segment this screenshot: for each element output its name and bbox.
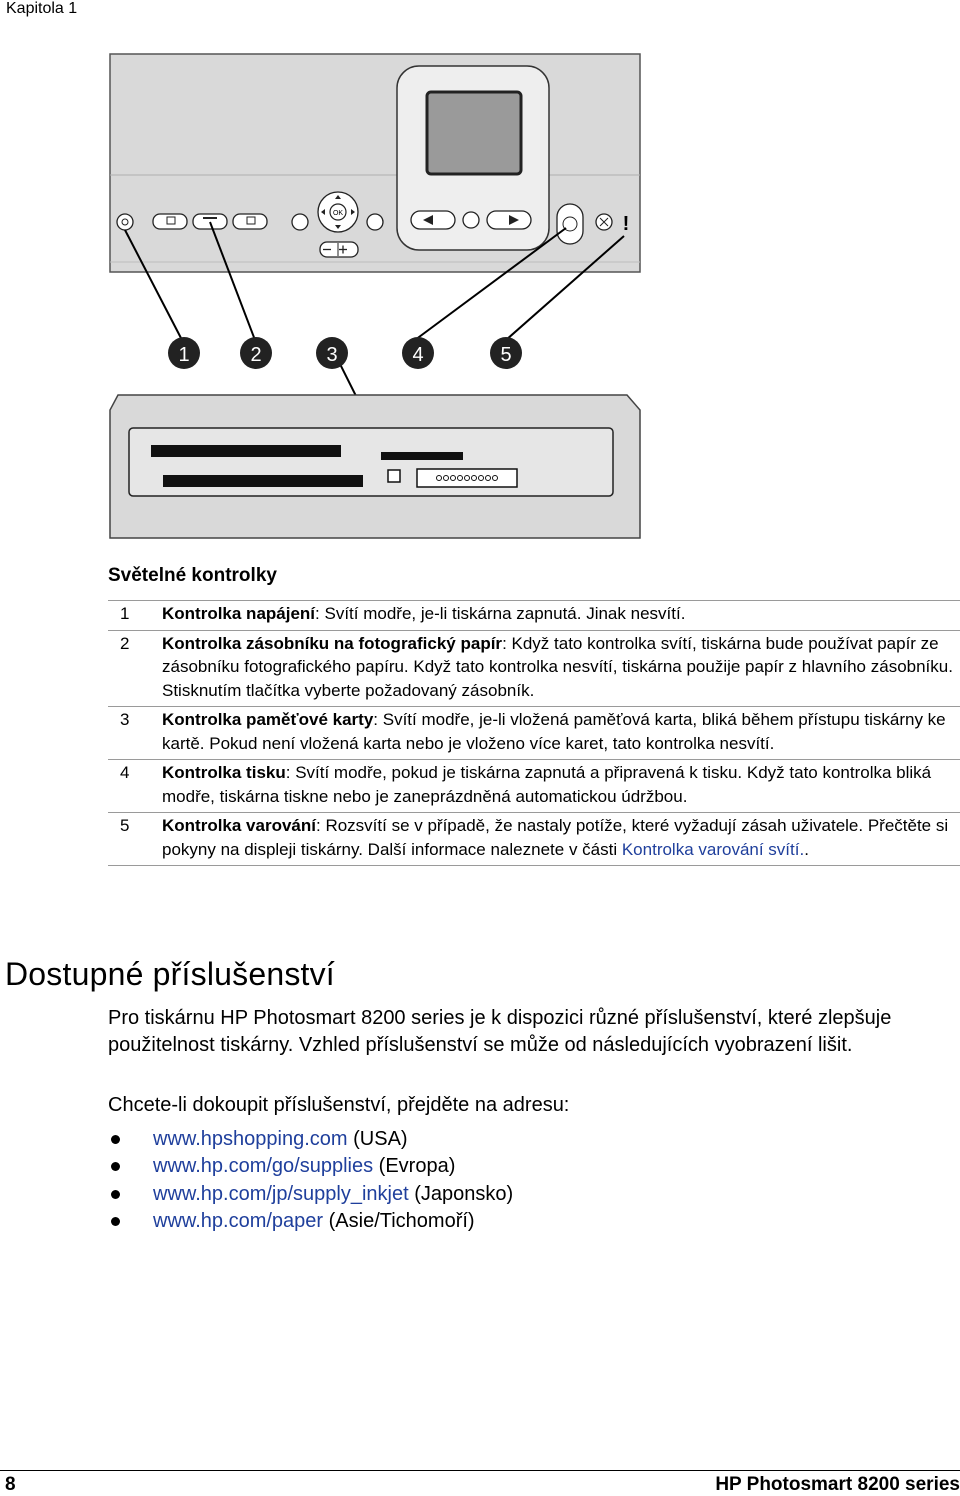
save-button bbox=[557, 204, 583, 244]
list-item bbox=[108, 1208, 513, 1235]
product-name: HP Photosmart 8200 series bbox=[715, 1474, 960, 1495]
table-row bbox=[108, 760, 960, 813]
svg-text:4: 4 bbox=[412, 344, 424, 366]
svg-text:5: 5 bbox=[500, 344, 512, 366]
url-link[interactable]: www.hp.com/go/supplies bbox=[153, 1155, 374, 1178]
svg-text:2: 2 bbox=[250, 344, 262, 366]
table-row bbox=[108, 813, 960, 866]
card-slot-sd bbox=[163, 475, 363, 487]
url-region: (Asie/Tichomoří) bbox=[323, 1209, 475, 1232]
accessories-intro: Pro tiskárnu HP Photosmart 8200 series je k dispozici různé příslušenství, které zlepšuje použitelnost tiskárny. Vzhled příslušenství se může od následujících vyobrazení lišit. bbox=[108, 1007, 892, 1056]
row-number: 1 bbox=[108, 601, 162, 631]
callout-3 bbox=[316, 337, 348, 369]
print-button bbox=[463, 212, 479, 228]
accessories-visit-text: Chcete-li dokoupit příslušenství, přejděte na adresu: bbox=[108, 1094, 570, 1116]
footer-divider bbox=[0, 1470, 960, 1471]
row-text: : Svítí modře, je-li vložená paměťová karta, bliká během přístupu tiskárny ke kartě. Pokud není vložená karta nebo je vloženo více karet, tato kontrolka nesvítí. bbox=[162, 710, 946, 753]
row-term: Kontrolka napájení bbox=[162, 604, 316, 623]
lights-heading: Světelné kontrolky bbox=[108, 565, 277, 586]
svg-text:OK: OK bbox=[332, 210, 344, 217]
callout-1 bbox=[168, 337, 200, 369]
power-button bbox=[117, 214, 133, 230]
row-term: Kontrolka zásobníku na fotografický papír bbox=[162, 633, 503, 653]
rotate-button bbox=[367, 214, 383, 230]
row-tail: . bbox=[804, 839, 809, 859]
warning-light-link[interactable]: Kontrolka varování svítí. bbox=[621, 839, 805, 859]
list-item bbox=[108, 1126, 513, 1153]
lcd-screen bbox=[427, 92, 521, 174]
printer-panel-figure bbox=[105, 50, 645, 542]
memory-card-light bbox=[388, 470, 400, 482]
row-number: 2 bbox=[108, 630, 162, 707]
card-slot-xd bbox=[381, 452, 463, 460]
url-region: (USA) bbox=[347, 1128, 408, 1150]
url-link[interactable]: www.hpshopping.com bbox=[153, 1128, 348, 1150]
svg-text:1: 1 bbox=[178, 344, 190, 366]
callout-5 bbox=[490, 337, 522, 369]
card-slot-cf bbox=[151, 445, 341, 457]
table-row bbox=[108, 707, 960, 760]
url-region: (Evropa) bbox=[373, 1155, 456, 1178]
page-number: 8 bbox=[5, 1474, 16, 1495]
svg-text:3: 3 bbox=[326, 344, 338, 366]
delete-button bbox=[292, 214, 308, 230]
row-text: : Svítí modře, pokud je tiskárna zapnutá a připravená k tisku. Když tato kontrolka bliká modře, tiskárna tiskne nebo je zaneprázdněná automatickou údržbou. bbox=[162, 763, 932, 806]
accessories-heading: Dostupné příslušenství bbox=[5, 956, 335, 992]
url-link[interactable]: www.hp.com/jp/supply_inkjet bbox=[153, 1182, 409, 1205]
callout-2 bbox=[240, 337, 272, 369]
accessories-link-list bbox=[108, 1126, 513, 1235]
row-number: 3 bbox=[108, 707, 162, 760]
callout-4 bbox=[402, 337, 434, 369]
url-region: (Japonsko) bbox=[408, 1182, 514, 1205]
warning-icon: ! bbox=[622, 213, 630, 235]
row-number: 4 bbox=[108, 760, 162, 813]
table-row bbox=[108, 630, 960, 707]
photo-tray-button bbox=[153, 214, 187, 229]
row-term: Kontrolka tisku bbox=[162, 763, 286, 782]
row-number: 5 bbox=[108, 813, 162, 866]
list-item bbox=[108, 1153, 513, 1180]
chapter-header: Kapitola 1 bbox=[6, 0, 78, 17]
row-text: : Když tato kontrolka svítí, tiskárna bude používat papír ze zásobníku fotografického papíru. Když tato kontrolka nesvítí, tiskárna použije papír z hlavního zásobníku. Stisknutím tlačítka vyberte požadovaný zásobník. bbox=[162, 633, 953, 700]
row-text: : Svítí modře, je-li tiskárna zapnutá. Jinak nesvítí. bbox=[315, 604, 686, 623]
lights-table bbox=[108, 600, 960, 866]
row-term: Kontrolka varování bbox=[162, 816, 316, 835]
url-link[interactable]: www.hp.com/paper bbox=[153, 1209, 324, 1232]
row-text: : Rozsvítí se v případě, že nastaly potíže, které vyžadují zásah uživatele. Přečtěte si pokyny na displeji tiskárny. Další informace naleznete v části bbox=[162, 816, 949, 859]
list-item bbox=[108, 1181, 513, 1208]
row-term: Kontrolka paměťové karty bbox=[162, 710, 374, 729]
table-row bbox=[108, 601, 960, 631]
